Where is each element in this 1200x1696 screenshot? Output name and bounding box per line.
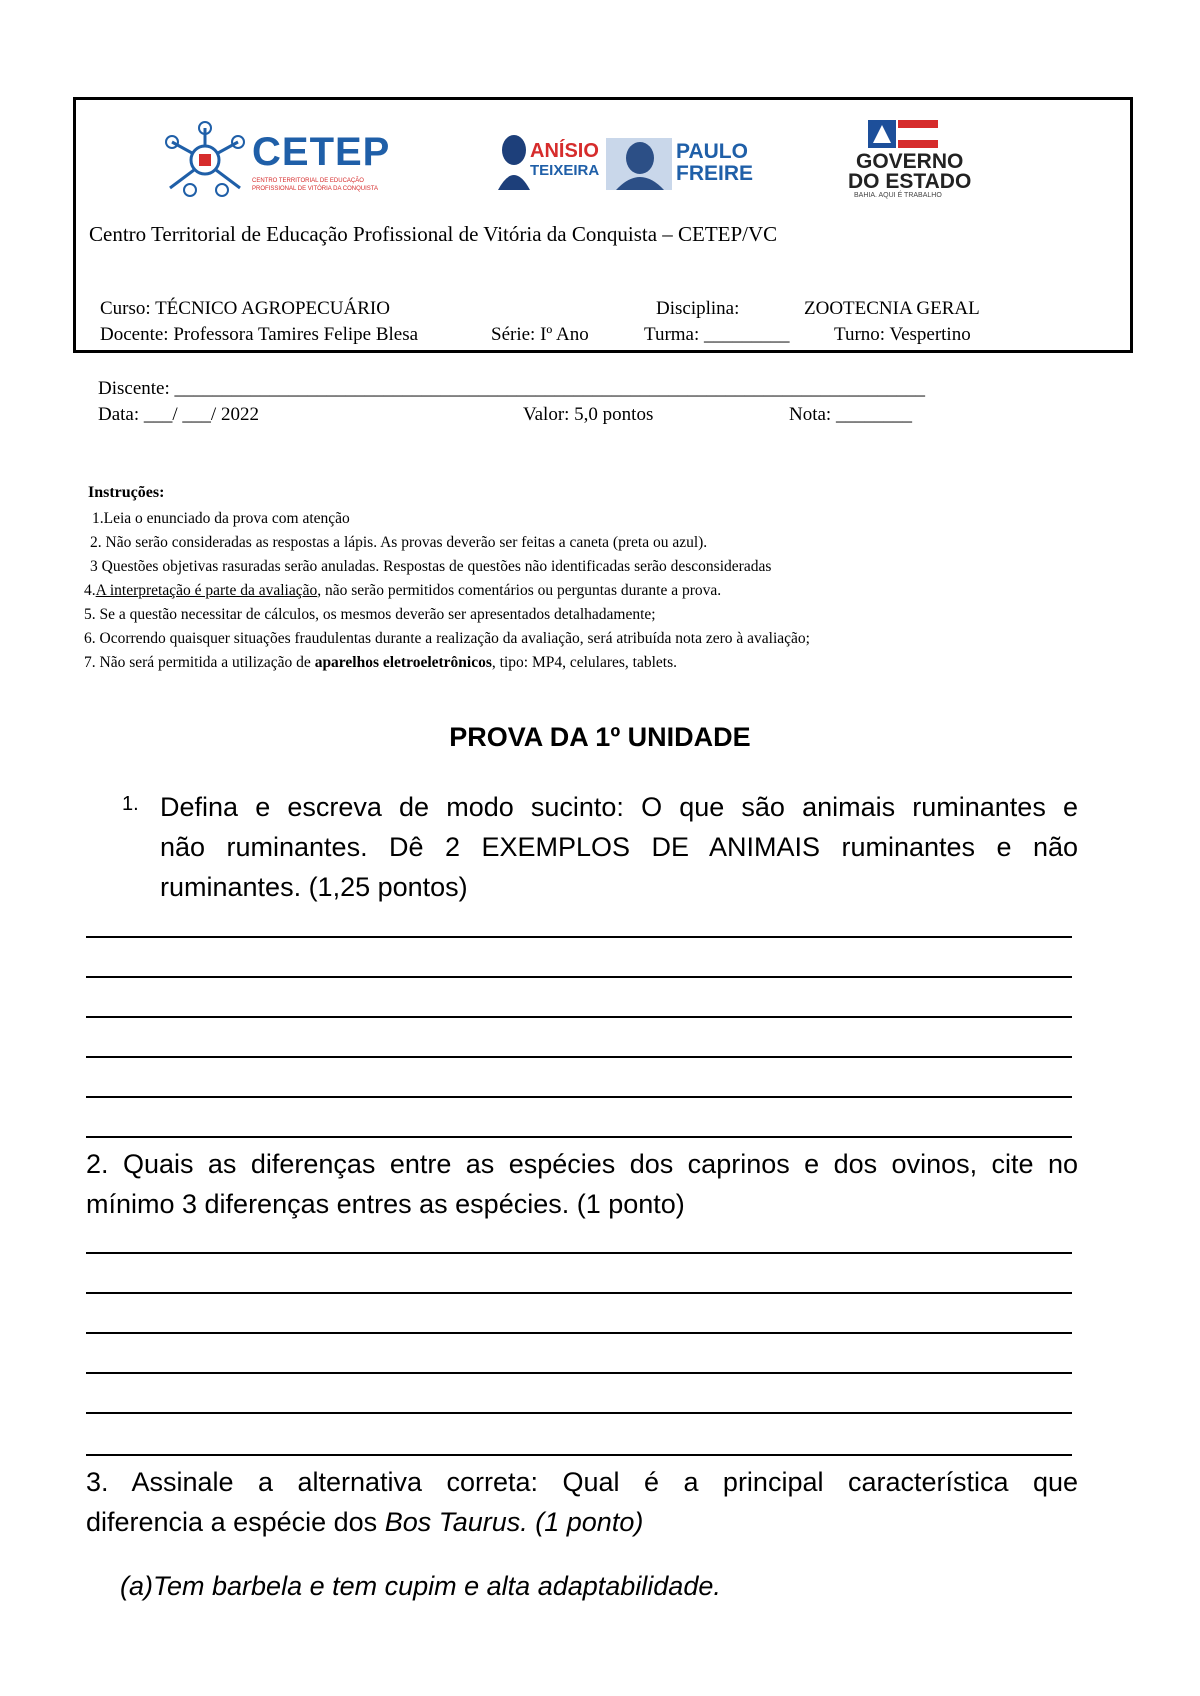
question-3-option-a[interactable]: (a)Tem barbela e tem cupim e alta adaptabilidade.	[120, 1571, 721, 1601]
anisio-teixeira-logo	[496, 130, 600, 190]
data-field[interactable]: Data: ___/ ___/ 2022	[98, 404, 259, 425]
answer-line[interactable]	[86, 1056, 1072, 1058]
cetep-logo-subtitle-1: CENTRO TERRITORIAL DE EDUCAÇÃO	[252, 178, 364, 184]
question-1-line-1: Defina e escreva de modo sucinto: O que são animais ruminantes e	[160, 792, 1078, 822]
governo-logo-line2: DO ESTADO	[848, 170, 972, 193]
question-3-line-1: 3. Assinale a alternativa correta: Qual é a principal característica que	[86, 1467, 1078, 1497]
instruction-item-7-rest: , tipo: MP4, celulares, tablets.	[491, 654, 678, 671]
governo-logo-line1: GOVERNO	[856, 150, 964, 173]
cetep-emblem-icon	[160, 120, 250, 200]
anisio-logo-line2: TEIXEIRA	[530, 162, 600, 179]
discente-field[interactable]: Discente: _______________________________________________________________________________	[98, 378, 926, 399]
docente-label: Docente: Professora Tamires Felipe Blesa	[100, 324, 419, 345]
instruction-item-7	[84, 654, 677, 672]
question-3-line-2	[86, 1502, 643, 1542]
paulo-logo-line2: FREIRE	[676, 162, 754, 185]
valor-label: Valor: 5,0 pontos	[523, 404, 654, 425]
instruction-item-7-prefix: 7. Não será permitida a utilização de	[84, 654, 315, 671]
answer-line[interactable]	[86, 1096, 1072, 1098]
cetep-logo-subtitle-2: PROFISSIONAL DE VITÓRIA DA CONQUISTA	[252, 186, 379, 192]
governo-logo-tagline: BAHIA. AQUI É TRABALHO	[854, 192, 942, 199]
answer-line[interactable]	[86, 936, 1072, 938]
instruction-item-1: 1.Leia o enunciado da prova com atenção	[92, 510, 350, 527]
exam-title: PROVA DA 1º UNIDADE	[449, 722, 751, 752]
instruction-item-2: 2. Não serão consideradas as respostas a lápis. As provas deverão ser feitas a caneta (preta ou azul).	[90, 534, 708, 551]
instruction-item-6: 6. Ocorrendo quaisquer situações fraudulentas durante a realização da avaliação, será atribuída nota zero à avaliação;	[84, 630, 810, 647]
instruction-item-4-rest: , não serão permitidos comentários ou perguntas durante a prova.	[317, 582, 722, 599]
cetep-logo-name: CETEP	[252, 130, 391, 174]
question-1-line-2: não ruminantes. Dê 2 EXEMPLOS DE ANIMAIS ruminantes e não	[160, 832, 1078, 862]
governo-do-estado-logo	[844, 120, 974, 198]
instructions-title: Instruções:	[88, 484, 165, 501]
paulo-freire-logo	[606, 130, 754, 190]
bahia-flag-icon	[844, 120, 974, 152]
curso-label: Curso: TÉCNICO AGROPECUÁRIO	[100, 298, 390, 319]
answer-line[interactable]	[86, 1252, 1072, 1254]
question-2-line-2: mínimo 3 diferenças entres as espécies. (1 ponto)	[86, 1189, 685, 1219]
paulo-portrait-icon	[606, 130, 672, 190]
question-2-line-1: 2. Quais as diferenças entre as espécies dos caprinos e dos ovinos, cite no	[86, 1149, 1078, 1179]
serie-label: Série: Iº Ano	[491, 324, 589, 345]
disciplina-label: Disciplina:	[656, 298, 740, 319]
nota-field[interactable]: Nota: ________	[789, 404, 912, 425]
answer-line[interactable]	[86, 1292, 1072, 1294]
instruction-item-4-underlined: A interpretação é parte da avaliação	[95, 582, 318, 599]
instruction-item-7-bold: aparelhos eletroeletrônicos	[314, 654, 492, 671]
turma-field[interactable]: Turma: _________	[644, 324, 790, 345]
answer-line[interactable]	[86, 976, 1072, 978]
paulo-logo-line1: PAULO	[676, 140, 748, 163]
header-box	[73, 97, 1133, 353]
question-1-number: 1.	[122, 793, 139, 815]
instruction-item-5: 5. Se a questão necessitar de cálculos, os mesmos deverão ser apresentados detalhadamente;	[84, 606, 656, 623]
turno-label: Turno: Vespertino	[834, 324, 971, 345]
instruction-item-4	[84, 582, 721, 600]
cetep-logo	[160, 120, 400, 200]
question-3-line-2-prefix: diferencia a espécie dos	[86, 1507, 385, 1537]
instruction-item-3: 3 Questões objetivas rasuradas serão anuladas. Respostas de questões não identificadas serão desconsideradas	[90, 558, 772, 575]
anisio-logo-line1: ANÍSIO	[530, 140, 599, 162]
instruction-item-4-prefix: 4.	[84, 582, 96, 599]
school-name: Centro Territorial de Educação Profissional de Vitória da Conquista – CETEP/VC	[89, 222, 778, 246]
anisio-portrait-icon	[496, 130, 532, 190]
disciplina-value: ZOOTECNIA GERAL	[804, 298, 980, 319]
answer-line[interactable]	[86, 1332, 1072, 1334]
answer-line[interactable]	[86, 1016, 1072, 1018]
answer-line[interactable]	[86, 1372, 1072, 1374]
answer-line[interactable]	[86, 1412, 1072, 1414]
answer-line[interactable]	[86, 1136, 1072, 1138]
answer-line[interactable]	[86, 1454, 1072, 1456]
question-3-line-2-italic: Bos Taurus. (1 ponto)	[384, 1507, 644, 1537]
question-1-line-3: ruminantes. (1,25 pontos)	[160, 872, 468, 902]
